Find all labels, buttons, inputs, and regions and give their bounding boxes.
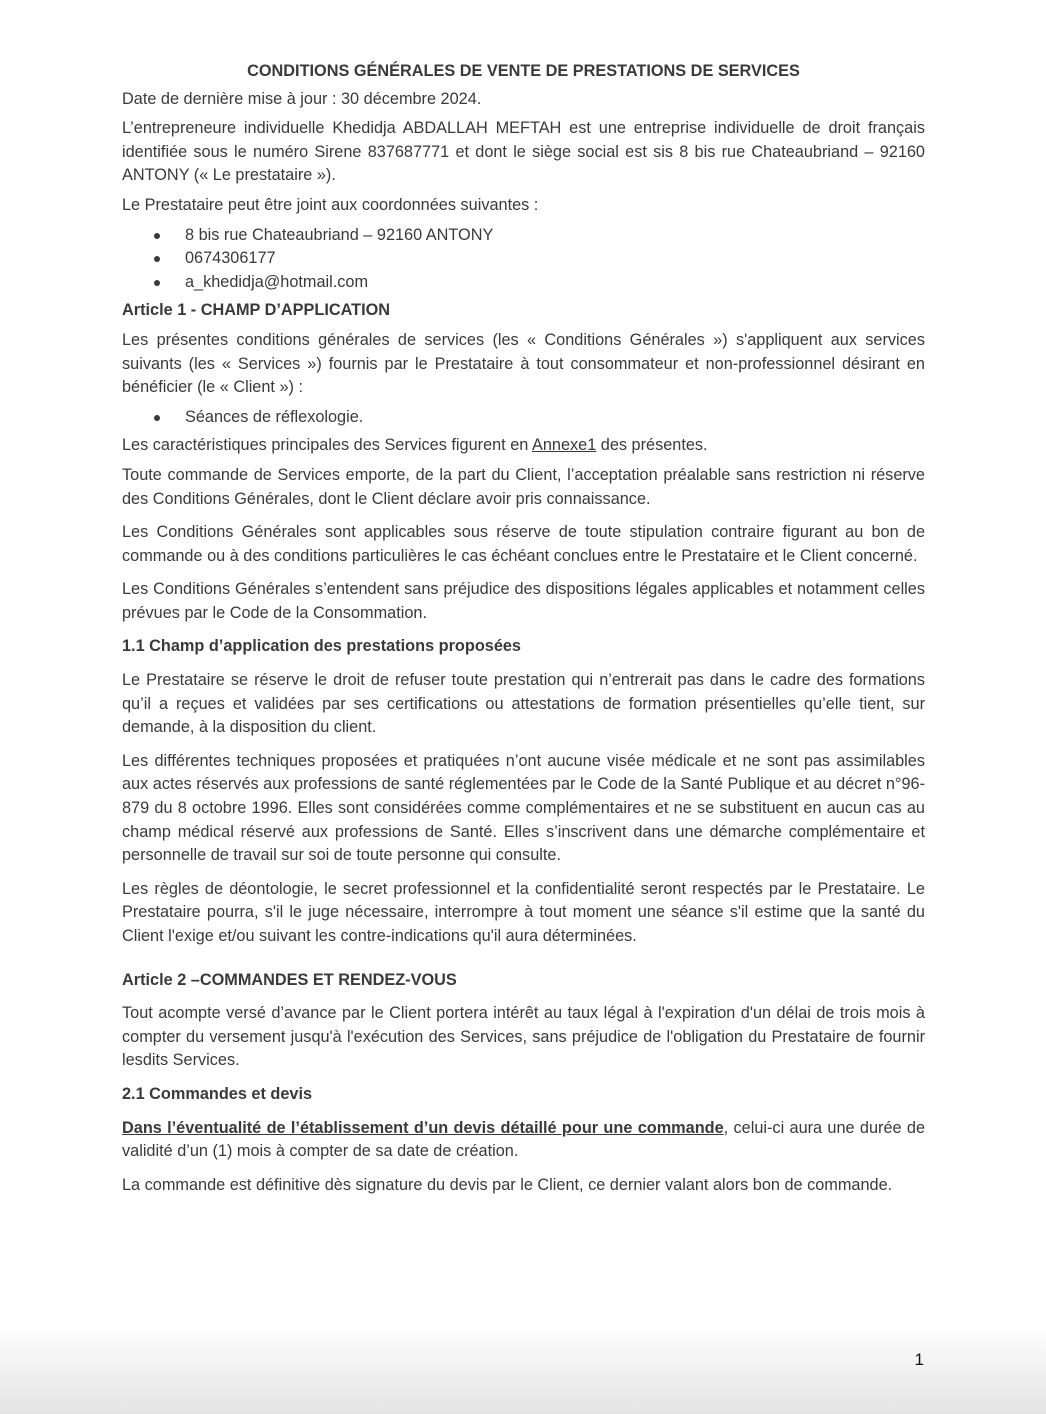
contact-email: a_khedidja@hotmail.com [122, 271, 925, 295]
article1-paragraph-5: Les Conditions Générales s’entendent sans préjudice des dispositions légales applicables et notamment celles prévues par le Code de la Consommation. [122, 580, 925, 622]
services-list [122, 406, 925, 430]
section2-1-paragraph-2: La commande est définitive dès signature du devis par le Client, ce dernier valant alors bon de commande. [122, 1175, 893, 1194]
annexe1-link[interactable]: Annexe1 [531, 436, 597, 455]
bullet-icon [154, 280, 160, 286]
article1-paragraph-4: Les Conditions Générales sont applicables sous réserve de toute stipulation contraire figurant au bon de commande ou à des conditions particulières le cas échéant conclues entre le Prestataire et le Client concerné. [122, 523, 925, 565]
devis-emphasis: Dans l’éventualité de l’établissement d’un devis détaillé pour une commande [122, 1118, 724, 1137]
contact-lead: Le Prestataire peut être joint aux coordonnées suivantes : [122, 195, 539, 214]
article1-paragraph-3: Toute commande de Services emporte, de la part du Client, l’acceptation préalable sans restriction ni réserve des Conditions Générales, dont le Client déclare avoir pris connaissance. [122, 465, 925, 508]
section1-1-paragraph-2: Les différentes techniques proposées et pratiquées n’ont aucune visée médicale et ne sont pas assimilables aux actes réservés aux professions de santé réglementées par le Code de la Santé Publique et au décret n°96-879 du 8 octobre 1996. Elles sont considérées comme complémentaires et ne se substituent en aucun cas au champ médical réservé aux professions de Santé. Elles s’inscrivent dans une démarche complémentaire et personnelle de travail sur soi de toute personne qui consulte. [122, 751, 925, 865]
update-date: Date de dernière mise à jour : 30 décembre 2024. [122, 89, 482, 108]
contact-phone: 0674306177 [122, 247, 925, 271]
article2-heading: Article 2 –COMMANDES ET RENDEZ-VOUS [122, 970, 457, 989]
section2-1-paragraph-1: Dans l’éventualité de l’établissement d’un devis détaillé pour une commande, celui-ci aura une durée de validité d’un (1) mois à compter de sa date de création. [122, 1118, 925, 1161]
section2-1-heading: 2.1 Commandes et devis [122, 1084, 313, 1103]
article1-paragraph-1: Les présentes conditions générales de services (les « Conditions Générales ») s'appliquent aux services suivants (les « Services ») fournis par le Prestataire à tout consommateur et non-professionnel désirant en bénéficier (le « Client ») : [122, 330, 925, 397]
article1-heading: Article 1 - CHAMP D’APPLICATION [122, 301, 391, 320]
article1-paragraph-2: Les caractéristiques principales des Services figurent en Annexe1 des présentes. [122, 436, 708, 455]
document-body [122, 60, 925, 1207]
service-item: Séances de réflexologie. [122, 406, 925, 430]
bullet-icon [154, 233, 160, 239]
bullet-icon [154, 415, 160, 421]
article2-paragraph-1: Tout acompte versé d’avance par le Client portera intérêt au taux légal à l'expiration d'un délai de trois mois à compter du versement jusqu'à l'exécution des Services, sans préjudice de l'obligation du Prestataire de fournir lesdits Services. [122, 1004, 925, 1070]
bullet-icon [154, 256, 160, 262]
intro-paragraph: L’entrepreneure individuelle Khedidja ABDALLAH MEFTAH est une entreprise individuelle de droit français identifiée sous le numéro Sirene 837687771 et dont le siège social est sis 8 bis rue Chateaubriand – 92160 ANTONY (« Le prestataire »). [122, 119, 925, 185]
section1-1-heading: 1.1 Champ d’application des prestations proposées [122, 637, 521, 656]
document-title: CONDITIONS GÉNÉRALES DE VENTE DE PRESTATIONS DE SERVICES [247, 62, 800, 80]
contact-address: 8 bis rue Chateaubriand – 92160 ANTONY [122, 224, 925, 248]
section1-1-paragraph-3: Les règles de déontologie, le secret professionnel et la confidentialité seront respectés par le Prestataire. Le Prestataire pourra, s'il le juge nécessaire, interrompre à tout moment une séance s'il estime que la santé du Client l'exige et/ou suivant les contre-indications qu'il aura déterminées. [122, 879, 925, 945]
section1-1-paragraph-1: Le Prestataire se réserve le droit de refuser toute prestation qui n’entrerait pas dans le cadre des formations qu’il a reçues et validées par ses certifications ou attestations de formation présentielles qu’elle tient, sur demande, à la disposition du client. [122, 671, 925, 737]
page-number: 1 [914, 1350, 924, 1369]
contact-list [122, 224, 925, 295]
